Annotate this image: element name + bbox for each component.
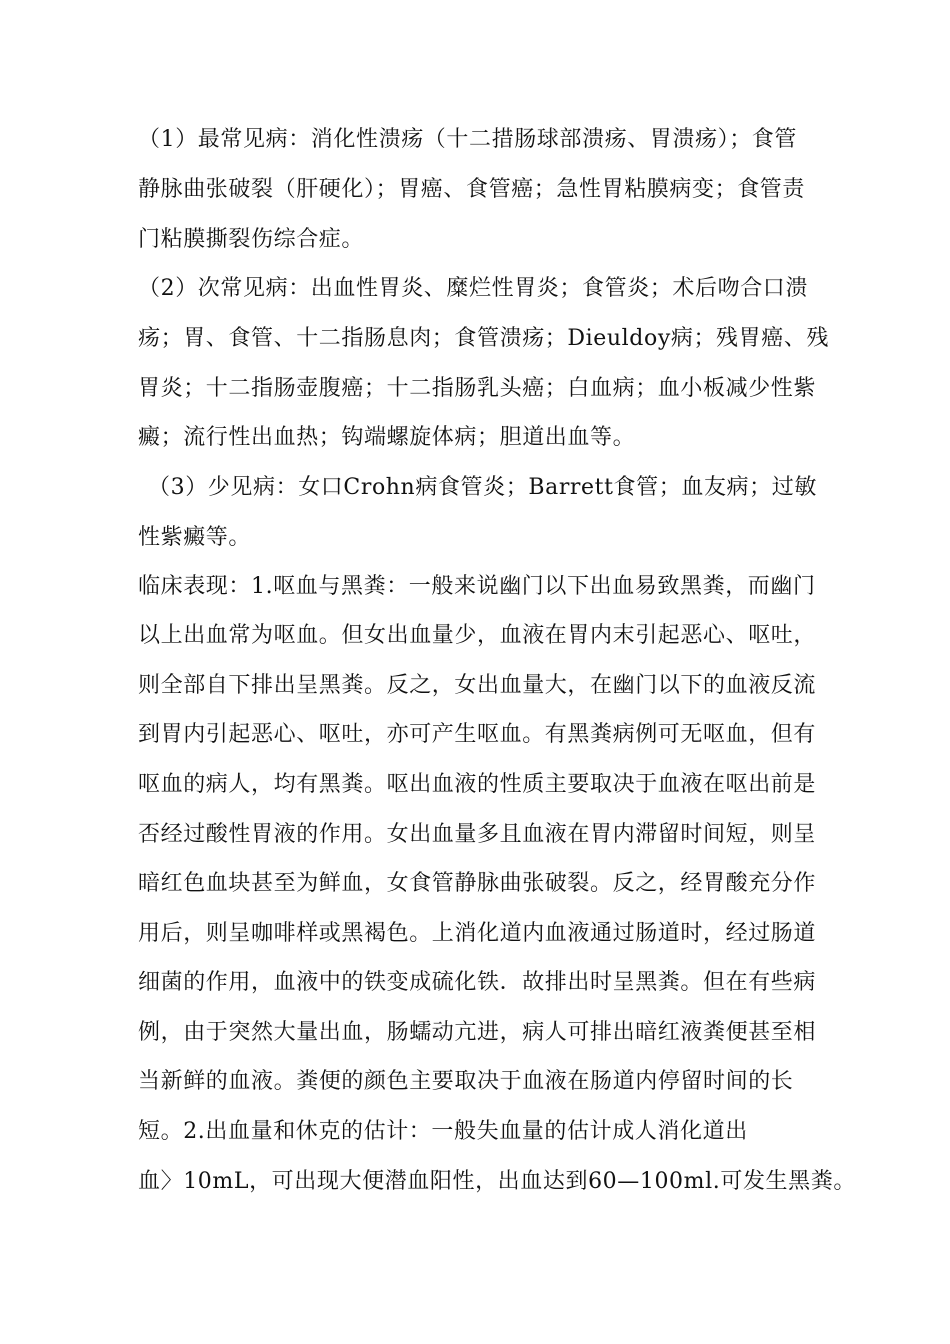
text-line: 临床表现：1.呕血与黑粪：一般来说幽门以下出血易致黑粪，而幽门 [138,574,816,599]
text-line: 当新鲜的血液。粪便的颜色主要取决于血液在肠道内停留时间的长 [138,1069,794,1094]
text-line: 静脉曲张破裂（肝硬化）；胃癌、食管癌；急性胃粘膜病变；食管责 [138,177,806,202]
text-line: 否经过酸性胃液的作用。女出血量多且血液在胃内滞留时间短，则呈 [138,822,817,847]
text-line: 性紫癜等。 [138,525,252,550]
text-line: 则全部自下排出呈黑粪。反之，女出血量大，在幽门以下的血液反流 [138,673,817,698]
text-line: （3）少见病：女口Crohn病食管炎；Barrett食管；血友病；过敏 [148,475,817,500]
text-line: 门粘膜撕裂伤综合症。 [138,227,365,252]
text-line: 用后，则呈咖啡样或黑褐色。上消化道内血液通过肠道时，经过肠道 [138,921,817,946]
text-line: 胃炎；十二指肠壶腹癌；十二指肠乳头癌；白血病；血小板减少性紫 [138,376,817,401]
text-line: 癜；流行性出血热；钩端螺旋体病；胆道出血等。 [138,425,636,450]
text-line: （1）最常见病：消化性溃疡（十二措肠球部溃疡、胃溃疡）；食管 [138,127,797,152]
text-line: 以上出血常为呕血。但女出血量少，血液在胃内末引起恶心、呕吐， [138,623,817,648]
text-line: 细菌的作用，血液中的铁变成硫化铁．故排出时呈黑粪。但在有些病 [138,970,817,995]
text-line: 到胃内引起恶心、呕吐，亦可产生呕血。有黑粪病例可无呕血，但有 [138,722,817,747]
text-line: 例，由于突然大量出血，肠蠕动亢进，病人可排出暗红液粪便甚至相 [138,1020,817,1045]
text-line: 短。2.出血量和休克的估计：一般失血量的估计成人消化道出 [138,1119,748,1144]
text-line: 暗红色血块甚至为鲜血，女食管静脉曲张破裂。反之，经胃酸充分作 [138,871,817,896]
text-line: 疡；胃、食管、十二指肠息肉；食管溃疡；Dieuldoy病；残胃癌、残 [138,326,830,351]
text-line: 血〉10mL，可出现大便潜血阳性，出血达到60—100ml.可发生黑粪。 [138,1169,856,1194]
text-line: 呕血的病人，均有黑粪。呕出血液的性质主要取决于血液在呕出前是 [138,772,817,797]
text-line: （2）次常见病：出血性胃炎、糜烂性胃炎；食管炎；术后吻合口溃 [138,276,808,301]
